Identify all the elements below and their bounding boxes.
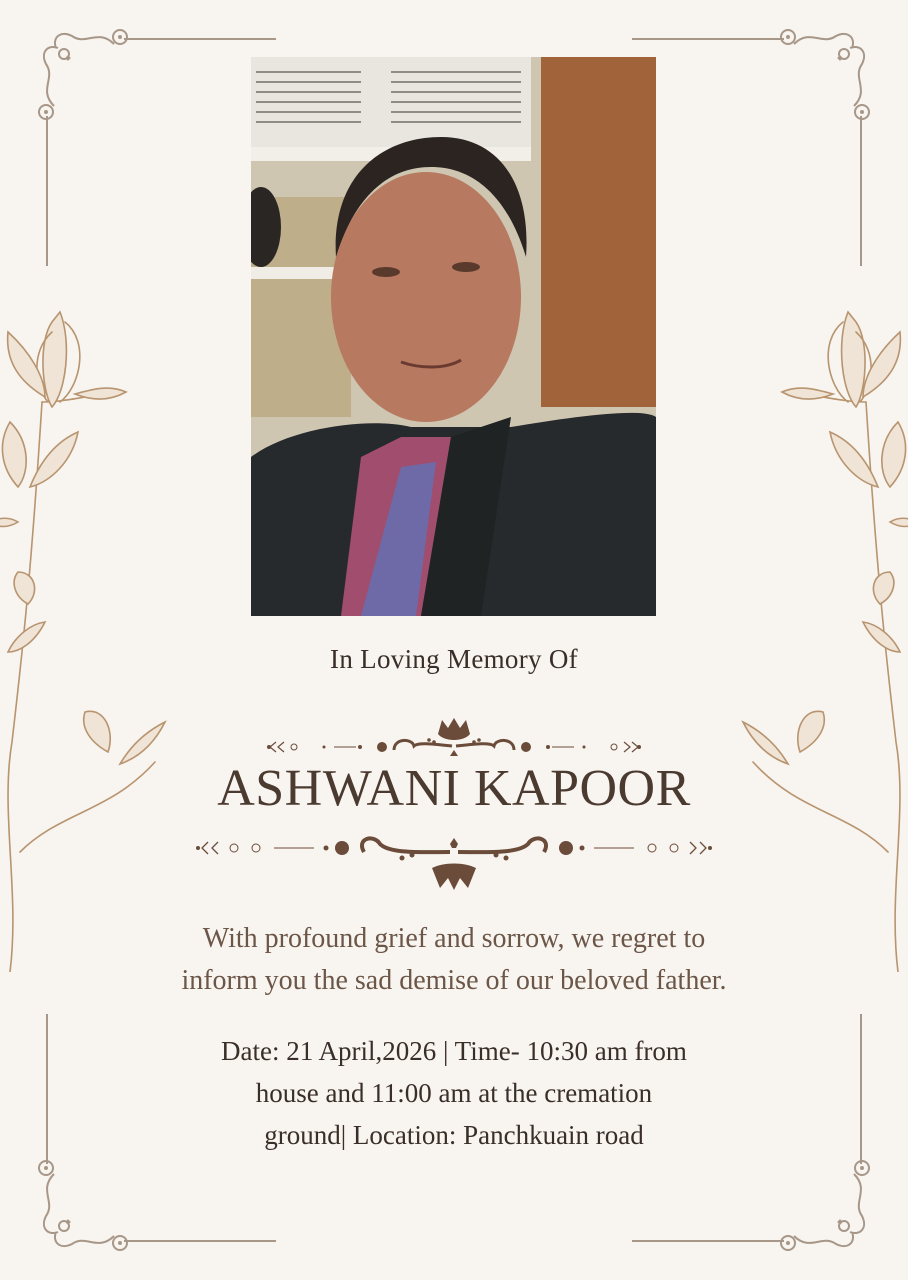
corner-ornament-top-right	[632, 26, 872, 266]
condolence-message	[80, 918, 828, 1002]
flourish-icon	[632, 26, 872, 266]
ornamental-divider-top	[0, 716, 908, 766]
flourish-icon	[36, 26, 276, 266]
memorial-heading: In Loving Memory Of	[330, 644, 578, 674]
ceremony-details	[150, 1030, 758, 1156]
ornament-divider-icon	[264, 716, 644, 766]
corner-ornament-top-left	[36, 26, 276, 266]
portrait-image	[251, 57, 656, 616]
message-line: inform you the sad demise of our beloved father.	[181, 965, 727, 996]
details-line: ground| Location: Panchkuain road	[264, 1120, 644, 1150]
deceased-name: ASHWANI KAPOOR	[217, 760, 691, 817]
ornament-divider-icon	[194, 832, 714, 892]
details-line: house and 11:00 am at the cremation	[255, 1078, 653, 1108]
portrait-photo	[251, 57, 656, 616]
ornamental-divider-bottom	[0, 832, 908, 892]
details-line: Date: 21 April,2026 | Time- 10:30 am from	[221, 1036, 687, 1066]
message-line: With profound grief and sorrow, we regret to	[202, 923, 706, 954]
